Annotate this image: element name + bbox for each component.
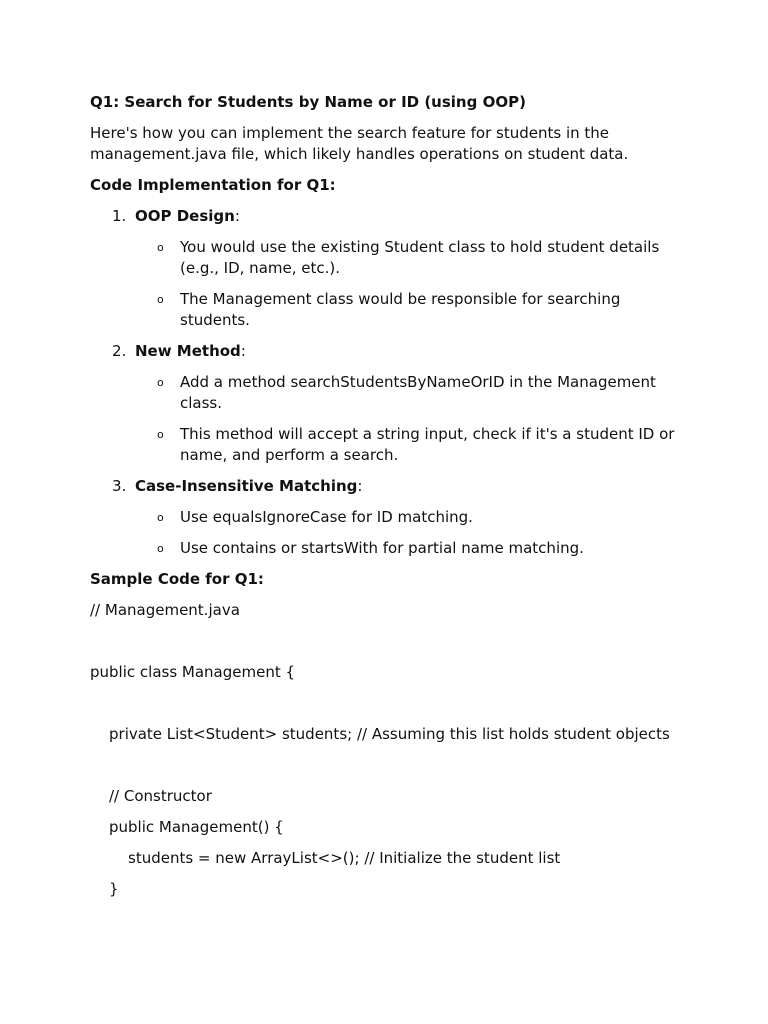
implementation-heading: Code Implementation for Q1:	[90, 176, 336, 194]
list-number: 1.	[112, 207, 127, 225]
sub-list-text: Use contains or startsWith for partial name matching.	[180, 539, 584, 557]
circle-bullet-icon: o	[157, 511, 164, 524]
sub-list-item	[90, 538, 690, 559]
circle-bullet-icon: o	[157, 376, 164, 389]
sub-list-oop-design	[90, 237, 690, 331]
code-line-ctor-close: }	[109, 880, 119, 898]
code-line-class-decl: public class Management {	[90, 663, 296, 681]
list-item-oop-design	[90, 206, 690, 227]
sub-list-text: This method will accept a string input, check if it's a student ID or name, and perform a search.	[180, 425, 675, 464]
sub-list-new-method	[90, 372, 690, 466]
sub-list-text: The Management class would be responsible for searching students.	[180, 290, 621, 329]
intro-paragraph: Here's how you can implement the search feature for students in the management.java file, which likely handles operations on student data.	[90, 124, 629, 163]
sub-list-item	[90, 237, 690, 279]
sub-list-text: You would use the existing Student class to hold student details (e.g., ID, name, etc.).	[180, 238, 660, 277]
list-item-label: Case-Insensitive Matching	[135, 477, 358, 495]
code-line-spacing	[90, 869, 690, 879]
list-item-case-insensitive	[90, 476, 690, 497]
circle-bullet-icon: o	[157, 428, 164, 441]
circle-bullet-icon: o	[157, 293, 164, 306]
sample-code-heading: Sample Code for Q1:	[90, 570, 264, 588]
sub-list-item	[90, 289, 690, 331]
code-blank-line	[90, 683, 690, 724]
list-number: 2.	[112, 342, 127, 360]
sub-list-text: Use equalsIgnoreCase for ID matching.	[180, 508, 473, 526]
sub-list-item	[90, 372, 690, 414]
code-line-field: private List<Student> students; // Assuming this list holds student objects	[109, 725, 670, 743]
code-line-ctor-body: students = new ArrayList<>(); // Initialize the student list	[128, 849, 561, 867]
list-item-label: OOP Design	[135, 207, 235, 225]
document-title: Q1: Search for Students by Name or ID (using OOP)	[90, 93, 526, 111]
sub-list-case-insensitive	[90, 507, 690, 559]
list-item-label: New Method	[135, 342, 241, 360]
code-line-file-comment: // Management.java	[90, 601, 240, 619]
code-line-ctor-decl: public Management() {	[109, 818, 284, 836]
sub-list-text: Add a method searchStudentsByNameOrID in the Management class.	[180, 373, 656, 412]
circle-bullet-icon: o	[157, 542, 164, 555]
code-line-spacing	[90, 807, 690, 817]
code-line-ctor-comment: // Constructor	[109, 787, 212, 805]
code-line-spacing	[90, 838, 690, 848]
code-blank-line	[90, 745, 690, 786]
list-item-suffix: :	[240, 342, 246, 360]
code-block	[90, 600, 690, 900]
document-page	[90, 92, 690, 900]
sub-list-item	[90, 507, 690, 528]
circle-bullet-icon: o	[157, 241, 164, 254]
sub-list-item	[90, 424, 690, 466]
list-item-suffix: :	[357, 477, 363, 495]
list-item-suffix: :	[234, 207, 240, 225]
list-item-new-method	[90, 341, 690, 362]
code-blank-line	[90, 621, 690, 662]
list-number: 3.	[112, 477, 127, 495]
